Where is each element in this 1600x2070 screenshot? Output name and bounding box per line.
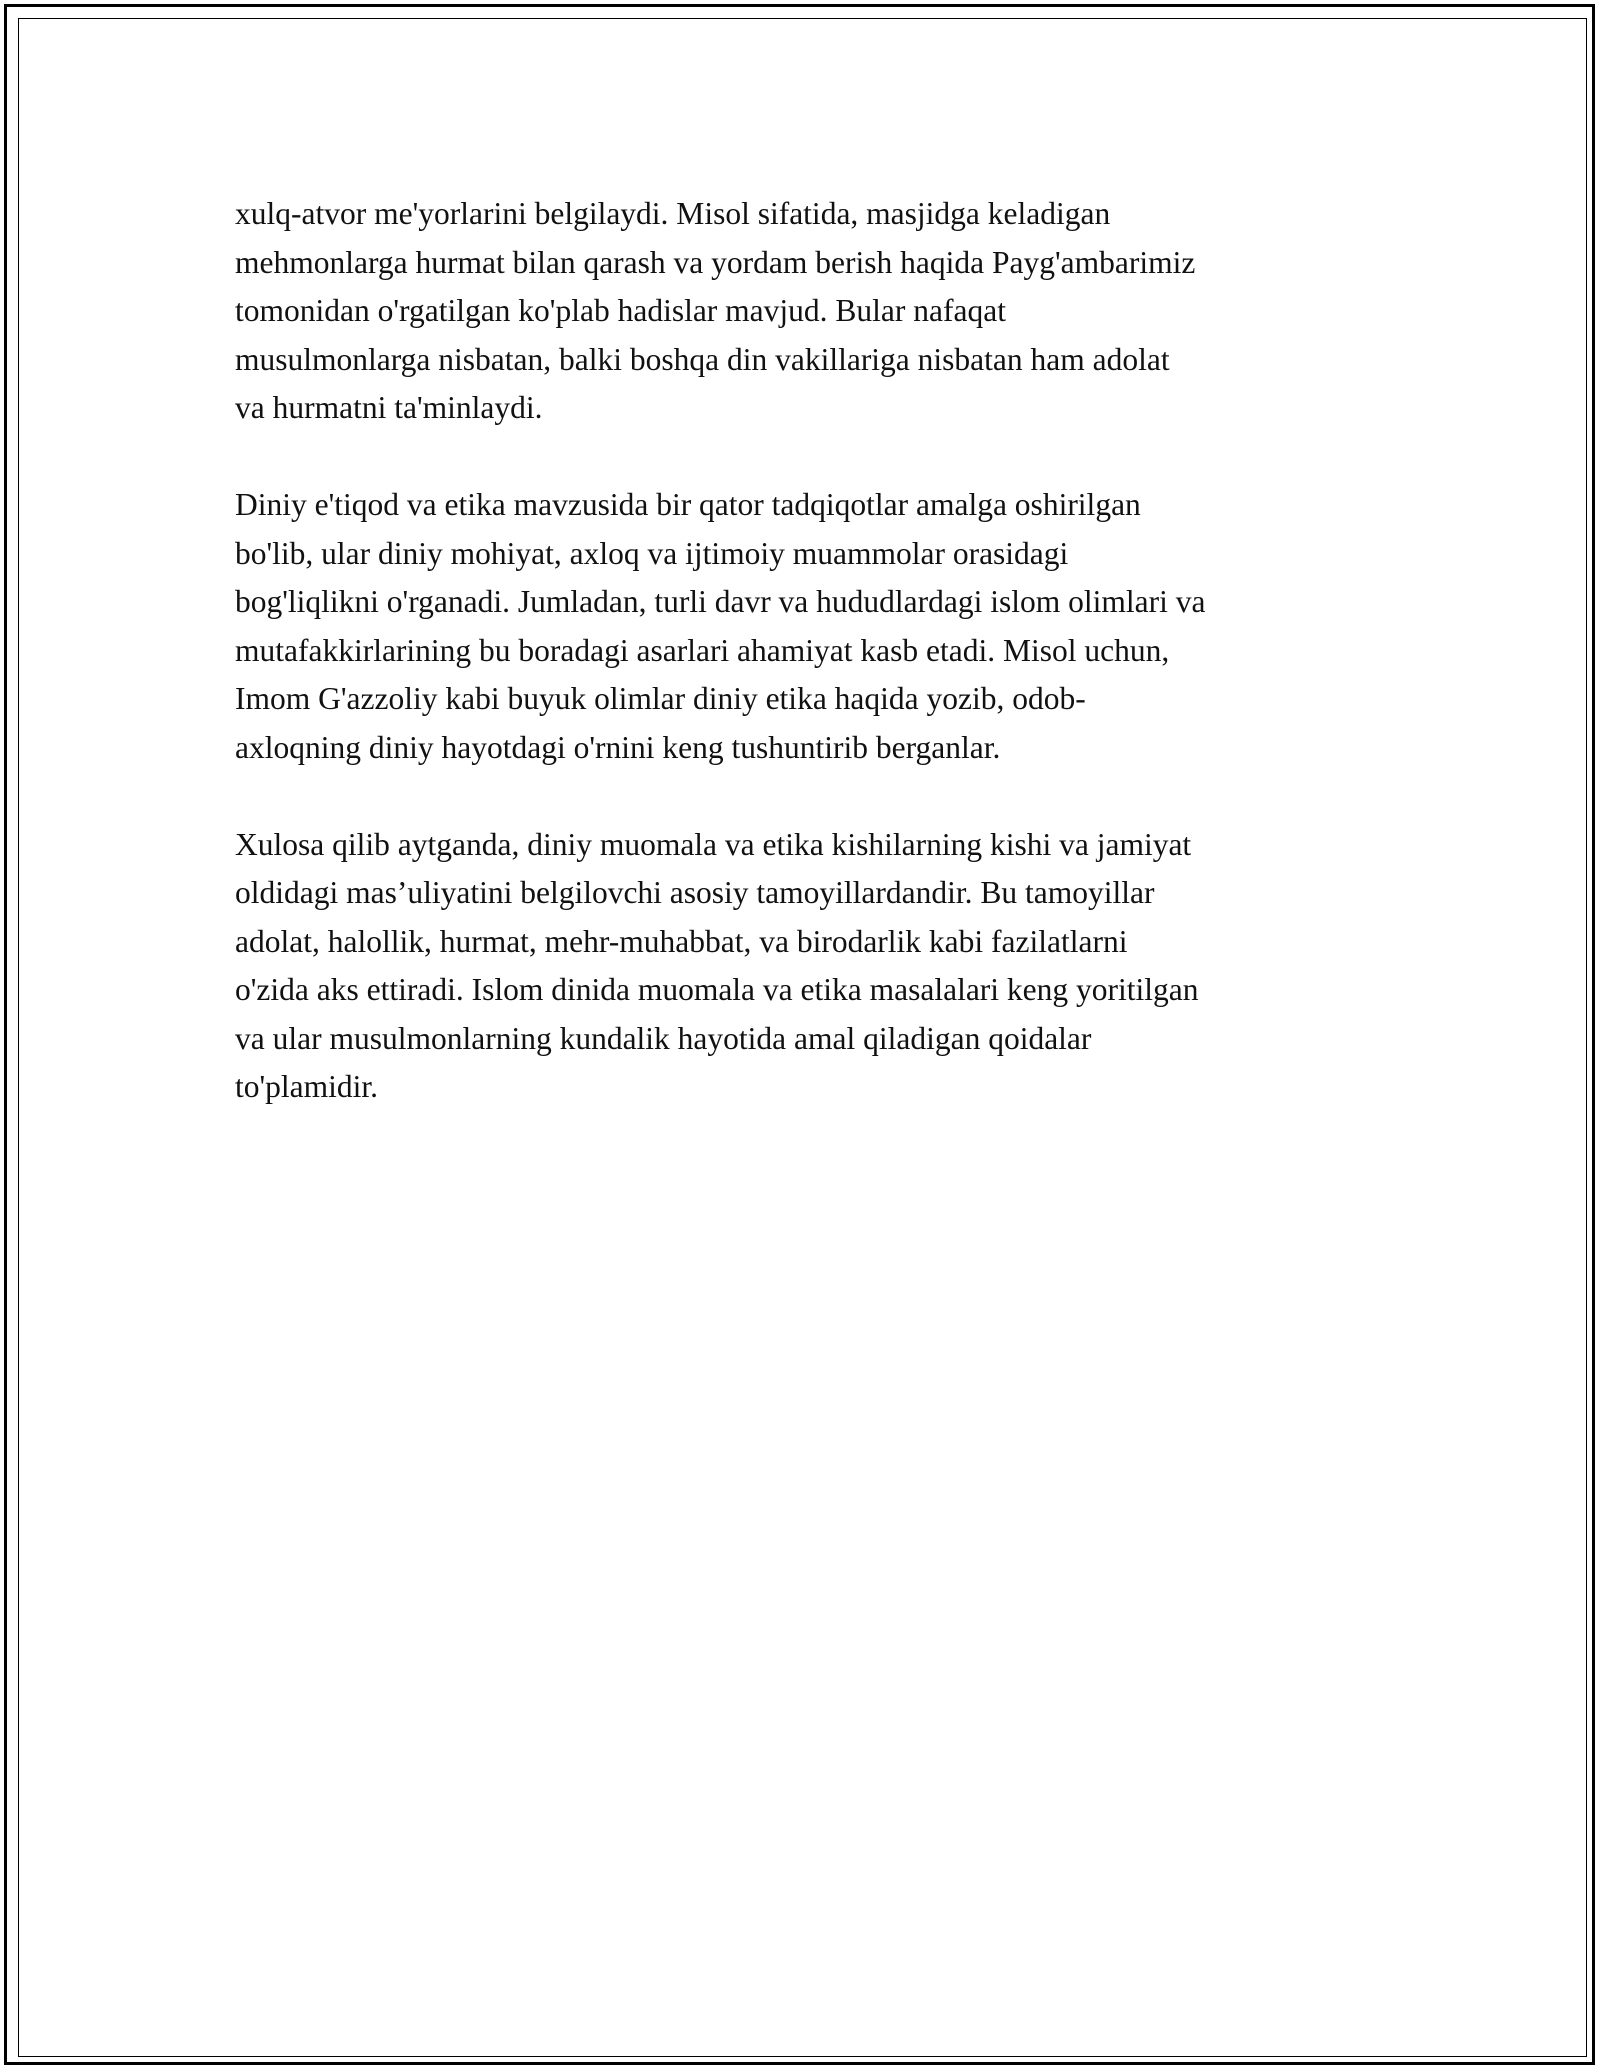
text-line: xulq-atvor me'yorlarini belgilaydi. Misol sifatida, masjidga keladigan	[235, 196, 1111, 231]
text-line: axloqning diniy hayotdagi o'rnini keng tushuntirib berganlar.	[235, 729, 1001, 765]
text-line: musulmonlarga nisbatan, balki boshqa din vakillariga nisbatan ham adolat	[235, 341, 1170, 377]
text-line: va ular musulmonlarning kundalik hayotida amal qiladigan qoidalar	[235, 1020, 1092, 1056]
paragraph-3	[235, 821, 1375, 1112]
text-line: Diniy e'tiqod va etika mavzusida bir qator tadqiqotlar amalga oshirilgan	[235, 487, 1141, 522]
text-line: to'plamidir.	[235, 1069, 379, 1104]
text-line: Xulosa qilib aytganda, diniy muomala va etika kishilarning kishi va jamiyat	[235, 826, 1192, 862]
text-line: mutafakkirlarining bu boradagi asarlari ahamiyat kasb etadi. Misol uchun,	[235, 632, 1170, 668]
text-line: o'zida aks ettiradi. Islom dinida muomala va etika masalalari keng yoritilgan	[235, 972, 1199, 1007]
text-line: bog'liqlikni o'rganadi. Jumladan, turli davr va hududlardagi islom olimlari va	[235, 584, 1206, 619]
text-line: mehmonlarga hurmat bilan qarash va yordam berish haqida Payg'ambarimiz	[235, 244, 1196, 280]
text-line: oldidagi mas’uliyatini belgilovchi asosiy tamoyillardandir. Bu tamoyillar	[235, 875, 1155, 910]
paragraph-2	[235, 481, 1375, 772]
text-line: tomonidan o'rgatilgan ko'plab hadislar mavjud. Bular nafaqat	[235, 293, 1006, 328]
text-line: adolat, halollik, hurmat, mehr-muhabbat, va birodarlik kabi fazilatlarni	[235, 923, 1128, 959]
document-body	[235, 190, 1375, 1160]
text-line: va hurmatni ta'minlaydi.	[235, 390, 543, 425]
text-line: Imom G'azzoliy kabi buyuk olimlar diniy etika haqida yozib, odob-	[235, 681, 1086, 716]
paragraph-1	[235, 190, 1375, 433]
text-line: bo'lib, ular diniy mohiyat, axloq va ijtimoiy muammolar orasidagi	[235, 535, 1069, 571]
